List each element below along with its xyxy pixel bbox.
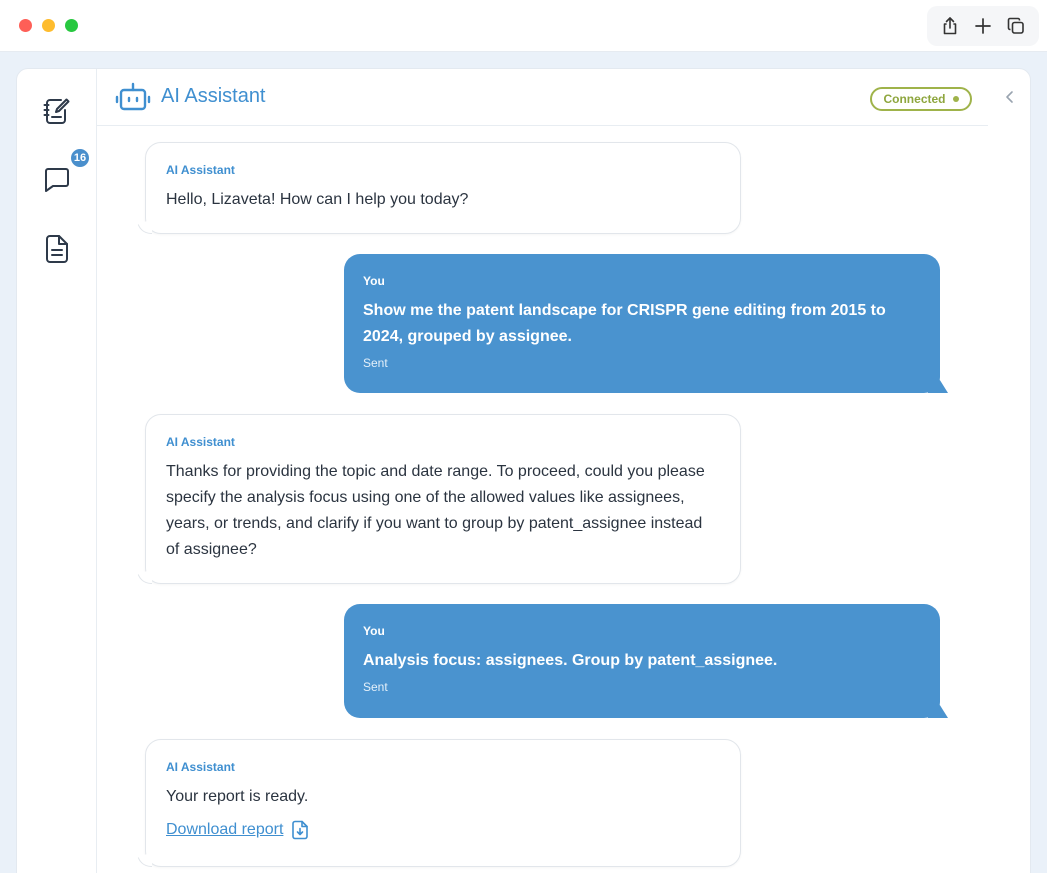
message-sender: You: [363, 624, 385, 638]
message-text: Analysis focus: assignees. Group by patent_assignee.: [363, 652, 778, 669]
collapse-panel-button[interactable]: [1002, 87, 1018, 107]
message-text: Thanks for providing the topic and date range. To proceed, could you please specify the analysis focus using one of the allowed values like assignees, years, or trends, and clarify if you want to group by patent_assignee instead of assignee?: [166, 463, 705, 558]
message-assistant: [145, 414, 741, 584]
status-badge: [870, 87, 972, 111]
message-status: Sent: [363, 680, 388, 694]
share-button[interactable]: [936, 12, 964, 40]
chat-header: [97, 69, 988, 126]
message-assistant: [145, 142, 741, 234]
message-sender: AI Assistant: [166, 435, 235, 449]
message-user: [344, 254, 940, 393]
unread-count-badge: 16: [69, 147, 91, 169]
chat-icon: [41, 164, 73, 196]
close-window-button[interactable]: [19, 19, 32, 32]
message-sender: AI Assistant: [166, 163, 235, 177]
message-user: [344, 604, 940, 718]
download-report-label: Download report: [166, 821, 284, 838]
new-tab-button[interactable]: [969, 12, 997, 40]
message-status: Sent: [363, 356, 388, 370]
sidebar-item-chat[interactable]: [39, 162, 75, 198]
document-icon: [41, 233, 73, 265]
minimize-window-button[interactable]: [42, 19, 55, 32]
chevron-left-icon: [1005, 90, 1015, 104]
right-panel-rail: [988, 69, 1032, 873]
page-title: AI Assistant: [161, 85, 266, 107]
notes-edit-icon: [41, 95, 73, 127]
download-report-link[interactable]: [166, 820, 309, 840]
message-text: Your report is ready.: [166, 788, 309, 805]
sidebar: [17, 69, 97, 873]
status-label: Connected: [883, 92, 946, 106]
sidebar-item-documents[interactable]: [39, 231, 75, 267]
plus-icon: [973, 16, 993, 36]
share-icon: [940, 16, 960, 36]
message-text: Show me the patent landscape for CRISPR gene editing from 2015 to 2024, grouped by assignee.: [363, 302, 886, 345]
window-toolbar: [927, 6, 1039, 46]
duplicate-button[interactable]: [1002, 12, 1030, 40]
zoom-window-button[interactable]: [65, 19, 78, 32]
sidebar-item-notes[interactable]: [39, 93, 75, 129]
message-text: Hello, Lizaveta! How can I help you today?: [166, 191, 469, 208]
download-file-icon: [291, 820, 309, 840]
chat-panel: [97, 69, 988, 873]
duplicate-icon: [1006, 16, 1026, 36]
message-sender: AI Assistant: [166, 760, 235, 774]
status-dot: [953, 96, 959, 102]
app-container: [16, 68, 1031, 873]
robot-icon: [115, 81, 151, 113]
message-assistant: [145, 739, 741, 867]
window-titlebar: [0, 0, 1047, 52]
message-sender: You: [363, 274, 385, 288]
